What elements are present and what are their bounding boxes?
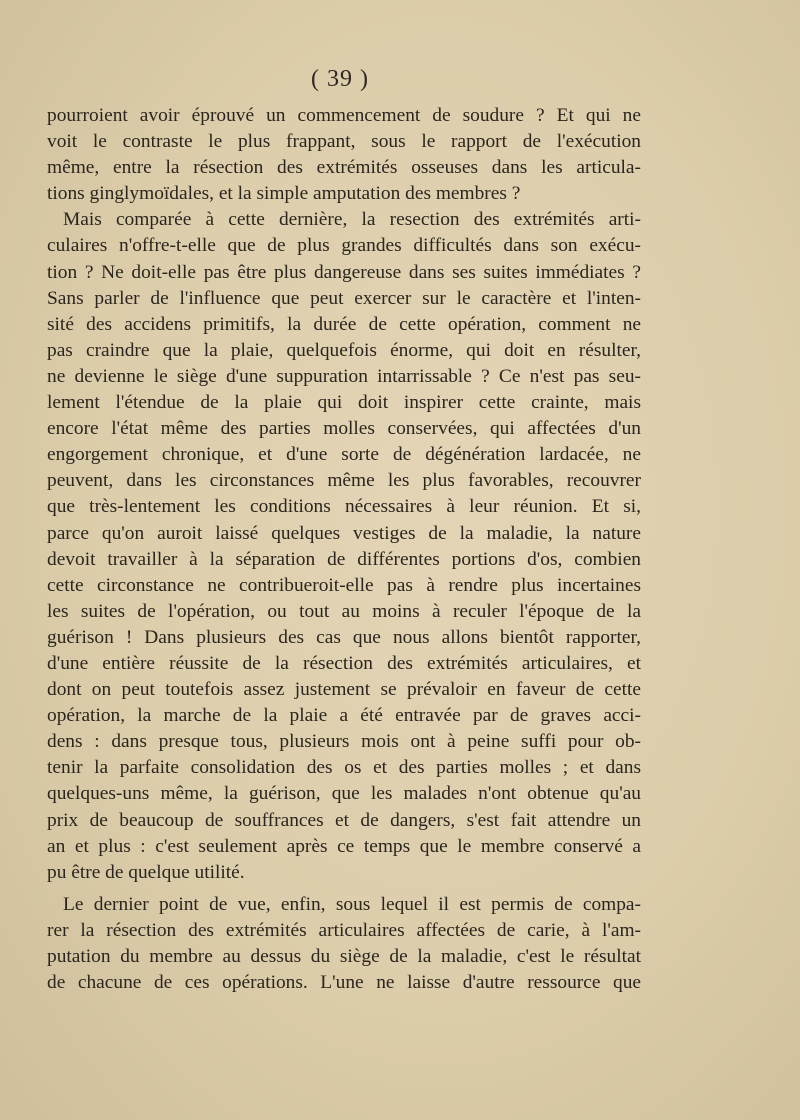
text-line: même, entre la résection des extrémités osseuses dans les articula- <box>47 157 641 179</box>
text-line: tenir la parfaite consolidation des os et des parties molles ; et dans <box>47 757 641 779</box>
paragraph-2 <box>47 207 641 885</box>
text-line: Le dernier point de vue, enfin, sous lequel il est permis de compa- <box>63 893 641 915</box>
text-line: engorgement chronique, et d'une sorte de dégénération lardacée, ne <box>47 444 641 466</box>
text-line: pas craindre que la plaie, quelquefois énorme, qui doit en résulter, <box>47 339 641 361</box>
text-line: d'une entière réussite de la résection des extrémités articulaires, et <box>47 652 641 674</box>
text-line: encore l'état même des parties molles conservées, qui affectées d'un <box>47 418 641 440</box>
text-line: parce qu'on auroit laissé quelques vestiges de la maladie, la nature <box>47 522 641 544</box>
text-line: ne devienne le siège d'une suppuration intarrissable ? Ce n'est pas seu- <box>47 365 641 387</box>
text-line: putation du membre au dessus du siège de la maladie, c'est le résultat <box>47 946 641 967</box>
text-line: dont on peut toutefois assez justement se prévaloir en faveur de cette <box>47 679 641 701</box>
page-number: ( 39 ) <box>311 66 369 92</box>
text-line: dens : dans presque tous, plusieurs mois ont à peine suffi pour ob- <box>47 731 641 753</box>
text-line: que très-lentement les conditions nécessaires à leur réunion. Et si, <box>47 496 641 518</box>
text-line: prix de beaucoup de souffrances et de dangers, s'est fait attendre un <box>47 809 641 831</box>
text-line: devoit travailler à la séparation de différentes portions d'os, combien <box>47 548 641 570</box>
paragraph-1 <box>47 103 641 207</box>
text-line: voit le contraste le plus frappant, sous le rapport de l'exécution <box>47 131 641 153</box>
text-line: Mais comparée à cette dernière, la resection des extrémités arti- <box>63 209 641 231</box>
text-line: culaires n'offre-t-elle que de plus grandes difficultés dans son exécu- <box>47 235 641 257</box>
text-line: lement l'étendue de la plaie qui doit inspirer cette crainte, mais <box>47 392 641 414</box>
text-line: sité des accidens primitifs, la durée de cette opération, comment ne <box>47 313 641 335</box>
text-line: cette circonstance ne contribueroit-elle pas à rendre plus incertaines <box>47 574 641 596</box>
text-line: tion ? Ne doit-elle pas être plus dangereuse dans ses suites immédiates ? <box>47 261 641 283</box>
text-line: rer la résection des extrémités articulaires affectées de carie, à l'am- <box>47 919 641 941</box>
body-text <box>47 103 641 996</box>
text-line: quelques-uns même, la guérison, que les malades n'ont obtenue qu'au <box>47 783 641 805</box>
text-line: tions ginglymoïdales, et la simple amputation des membres ? <box>47 183 521 205</box>
text-line: pourroient avoir éprouvé un commencement de soudure ? Et qui ne <box>47 105 641 126</box>
text-line: guérison ! Dans plusieurs des cas que nous allons bientôt rapporter, <box>47 626 641 648</box>
text-line: an et plus : c'est seulement après ce temps que le membre conservé a <box>47 835 641 857</box>
paragraph-3 <box>47 892 641 996</box>
text-line: pu être de quelque utilité. <box>47 861 245 883</box>
text-line: opération, la marche de la plaie a été entravée par de graves acci- <box>47 705 641 727</box>
text-line: les suites de l'opération, ou tout au moins à reculer l'époque de la <box>47 600 641 622</box>
text-line: de chacune de ces opérations. L'une ne laisse d'autre ressource que <box>47 972 641 994</box>
text-line: peuvent, dans les circonstances même les plus favorables, recouvrer <box>47 470 641 492</box>
text-line: Sans parler de l'influence que peut exercer sur le caractère et l'inten- <box>47 287 641 309</box>
